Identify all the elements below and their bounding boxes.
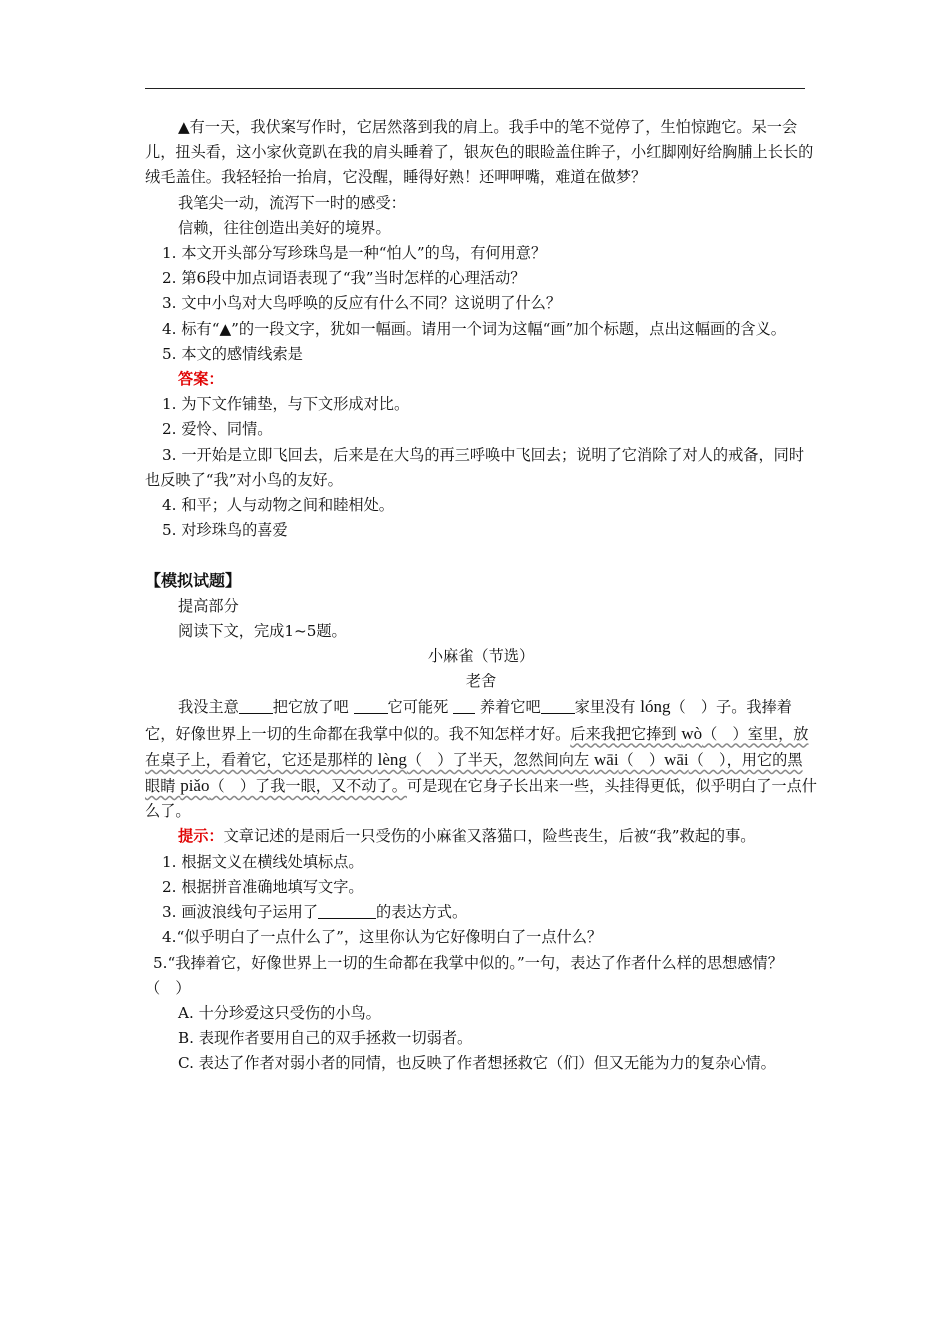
pinyin: wò (681, 723, 703, 743)
question-item: 1. 根据文义在横线处填标点。 (162, 852, 364, 871)
question-item: 2. 根据拼音准确地填写文字。 (162, 877, 364, 896)
story-title: 小麻雀（节选） (427, 647, 535, 666)
sub-title: 提高部分 (178, 596, 239, 615)
punctuation-blank[interactable] (541, 698, 575, 714)
answer-label: 答案： (178, 370, 224, 389)
answer-item: 4. 和平；人与动物之间和睦相处。 (162, 496, 394, 515)
question-item: 2. 第6段中加点词语表现了“我”当时怎样的心理活动？ (162, 269, 526, 288)
option-item: A. 十分珍爱这只受伤的小鸟。 (178, 1003, 381, 1022)
pinyin: piǎo (180, 776, 210, 796)
pinyin: lèng (377, 749, 407, 769)
question-item: 3. 画波浪线句子运用了 的表达方式。 (162, 903, 468, 922)
hint-label: 提示： (178, 827, 224, 846)
punctuation-blank[interactable] (453, 698, 475, 714)
option-item: B. 表现作者要用自己的双手拯救一切弱者。 (178, 1029, 473, 1048)
instruction: 阅读下文，完成1~5题。 (178, 621, 347, 640)
passage-paragraph: 信赖，往往创造出美好的境界。 (178, 218, 391, 237)
pinyin: wāi (594, 749, 619, 769)
section-title: 【模拟试题】 (145, 571, 242, 591)
story-paragraph: 我没主意 把它放了吧 它可能死 养着它吧 家里没有 lóng（ ）子。我捧着它，好像世界上一切的生命都在我掌中似的。我不知怎样才好。后来我把它捧到 wò（ ）室里，放在桌子上，看着它，它还是那样的 lèng（ ）了半天，忽然间向左 wāi（ ）wāi（ ），用它的黑眼睛 piǎo（ ）了我一眼，又不动了。可是现在它身子长出来一些，头挂得更低，似乎明白了一点什么了。 (145, 697, 817, 821)
question-item: 1. 本文开头部分写珍珠鸟是一种“怕人”的鸟，有何用意？ (162, 244, 547, 263)
wavy-underlined-sentence: 后来我把它捧到 wò（ ）室里，放在桌子上，看着它，它还是那样的 lèng（ ）了半天，忽然间向左 wāi（ ）wāi（ ），用它的黑眼睛 piǎo（ ）了我一眼，又不动了。 (145, 723, 809, 796)
answer-item: 1. 为下文作铺垫，与下文形成对比。 (162, 395, 410, 414)
pinyin: wāi (664, 749, 689, 769)
option-item: C. 表达了作者对弱小者的同情，也反映了作者想拯救它（们）但又无能为力的复杂心情。 (178, 1054, 776, 1073)
punctuation-blank[interactable] (354, 698, 388, 714)
answer-item: 5. 对珍珠鸟的喜爱 (162, 521, 288, 540)
question-item: 4. 标有“▲”的一段文字，犹如一幅画。请用一个词为这幅“画”加个标题，点出这幅画的含义。 (162, 319, 786, 338)
header-rule (145, 88, 805, 89)
question-item: 3. 文中小鸟对大鸟呼唤的反应有什么不同？这说明了什么？ (162, 294, 562, 313)
question-item: 5.“我捧着它，好像世界上一切的生命都在我掌中似的。”一句，表达了作者什么样的思想感情？（ ） (145, 953, 783, 997)
document-body (145, 115, 817, 1077)
passage-paragraph: ▲有一天，我伏案写作时，它居然落到我的肩上。我手中的笔不觉停了，生怕惊跑它。呆一会儿，扭头看，这小家伙竟趴在我的肩头睡着了，银灰色的眼睑盖住眸子，小红脚刚好给胸脯上长长的绒毛盖住。我轻轻抬一抬肩，它没醒，睡得好熟！还呷呷嘴，难道在做梦？ (145, 118, 814, 187)
punctuation-blank[interactable] (239, 698, 273, 714)
question-item: 4.“似乎明白了一点什么了”，这里你认为它好像明白了一点什么？ (162, 928, 603, 947)
hint: 提示：文章记述的是雨后一只受伤的小麻雀又落猫口，险些丧生，后被“我”救起的事。 (178, 827, 756, 846)
question-item: 5. 本文的感情线索是 (162, 344, 303, 363)
answer-blank[interactable] (318, 903, 376, 919)
passage-paragraph: 我笔尖一动，流泻下一时的感受： (178, 193, 406, 212)
pinyin: lóng (640, 697, 671, 717)
story-author: 老舍 (465, 672, 497, 691)
answer-item: 3. 一开始是立即飞回去，后来是在大鸟的再三呼唤中飞回去；说明了它消除了对人的戒备，同时也反映了“我”对小鸟的友好。 (145, 445, 805, 489)
answer-item: 2. 爱怜、同情。 (162, 420, 273, 439)
